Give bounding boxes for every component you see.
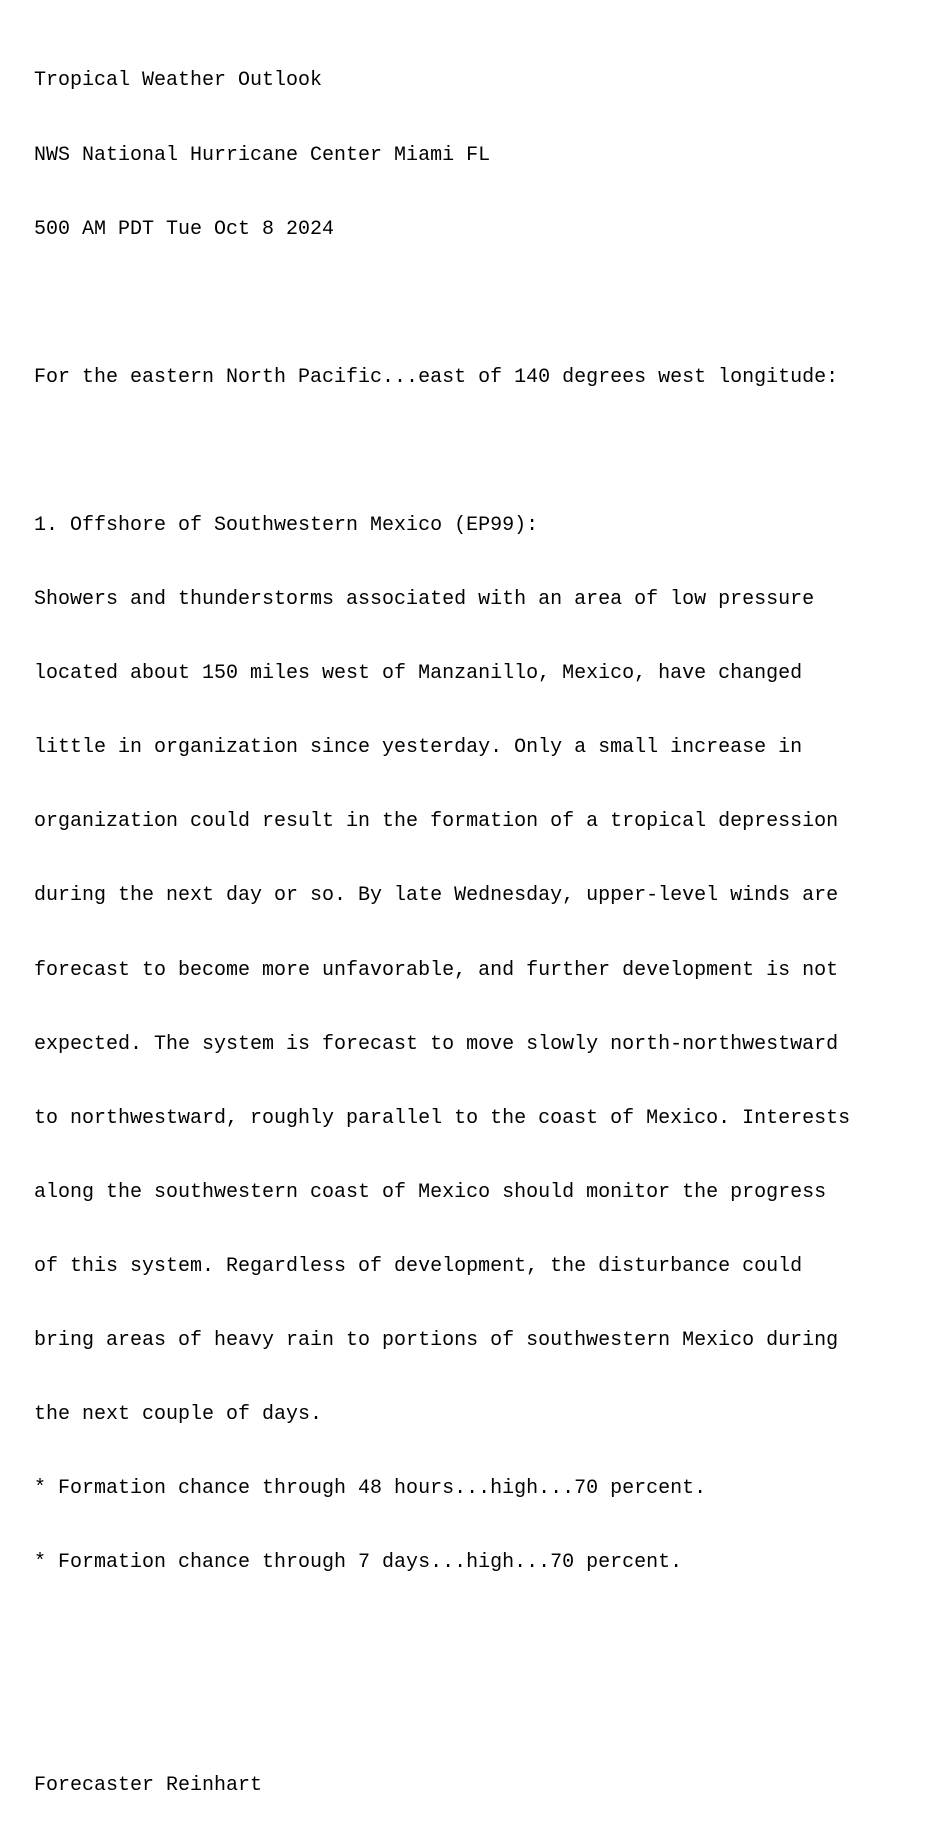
discussion-line: to northwestward, roughly parallel to the coast of Mexico. Interests <box>34 1106 851 1130</box>
system-title: 1. Offshore of Southwestern Mexico (EP99): <box>34 513 539 537</box>
discussion-line: the next couple of days. <box>34 1403 323 1427</box>
issuing-office: NWS National Hurricane Center Miami FL <box>34 143 491 167</box>
spacer <box>34 1625 934 1650</box>
discussion-line: bring areas of heavy rain to portions of southwestern Mexico during <box>34 1329 839 1352</box>
spacer <box>34 292 934 317</box>
region-line: For the eastern North Pacific...east of 140 degrees west longitude: <box>34 365 839 389</box>
discussion-line: during the next day or so. By late Wednesday, upper-level winds are <box>34 884 839 908</box>
discussion-line: organization could result in the formation of a tropical depression <box>34 810 839 834</box>
discussion-line: of this system. Regardless of development, the disturbance could <box>34 1254 803 1278</box>
discussion-line: located about 150 miles west of Manzanillo, Mexico, have changed <box>34 662 803 686</box>
outlook-document <box>34 20 934 1823</box>
discussion-line: little in organization since yesterday. Only a small increase in <box>34 736 803 760</box>
issue-time: 500 AM PDT Tue Oct 8 2024 <box>34 217 335 241</box>
product-title: Tropical Weather Outlook <box>34 69 323 93</box>
formation-chance-48h: * Formation chance through 48 hours...high...70 percent. <box>34 1477 707 1501</box>
discussion-line: along the southwestern coast of Mexico should monitor the progress <box>34 1180 827 1204</box>
spacer <box>34 1699 934 1724</box>
spacer <box>34 440 934 465</box>
formation-chance-7d: * Formation chance through 7 days...high...70 percent. <box>34 1551 683 1575</box>
discussion-line: expected. The system is forecast to move slowly north-northwestward <box>34 1032 839 1056</box>
forecaster-signature: Forecaster Reinhart <box>34 1773 263 1797</box>
discussion-line: Showers and thunderstorms associated with an area of low pressure <box>34 588 815 612</box>
discussion-line: forecast to become more unfavorable, and further development is not <box>34 958 839 982</box>
